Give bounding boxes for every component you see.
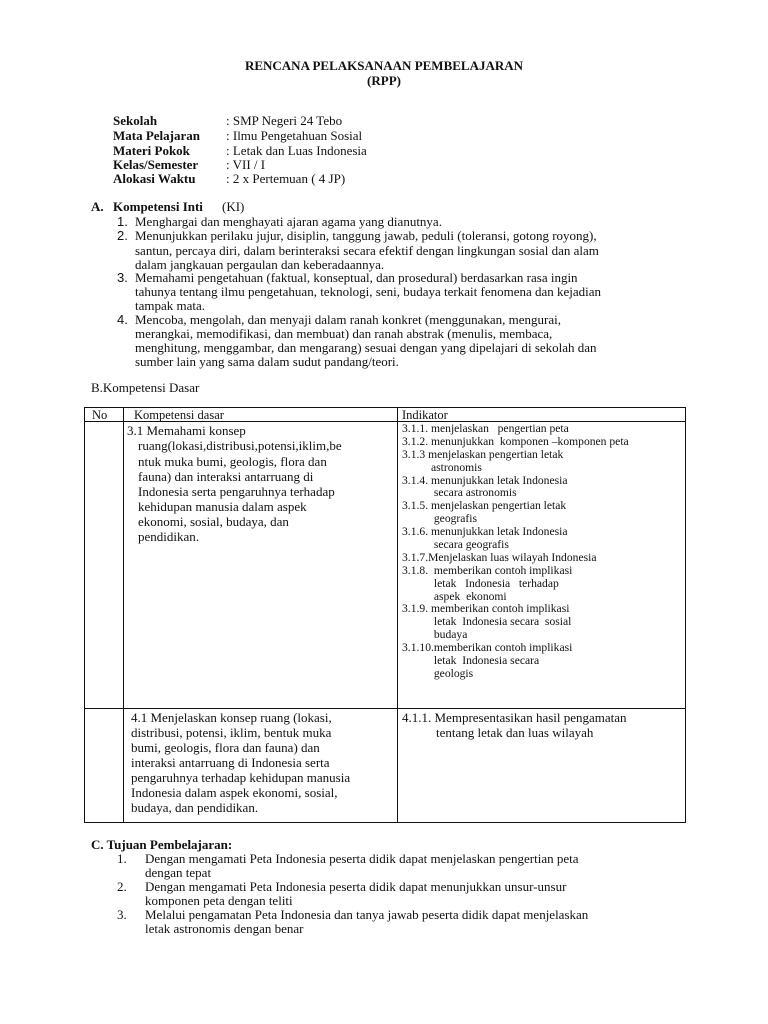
indikator-line: 3.1.4. menunjukkan letak Indonesia xyxy=(402,474,568,487)
meta-value-alokasi: : 2 x Pertemuan ( 4 JP) xyxy=(226,171,346,186)
indikator-line: 3.1.9. memberikan contoh implikasi xyxy=(402,602,570,615)
indikator-line: 4.1.1. Mempresentasikan hasil pengamatan xyxy=(402,710,627,725)
indikator-line: secara geografis xyxy=(402,538,509,551)
ki-item-number: 1. xyxy=(117,214,128,229)
ki-item-number: 2. xyxy=(117,228,128,243)
ki-item-line: tahunya tentang ilmu pengetahuan, teknologi, seni, budaya terkait fenomena dan kejadian xyxy=(135,284,602,299)
ki-letter: A. xyxy=(91,199,104,214)
meta-value-sekolah: : SMP Negeri 24 Tebo xyxy=(226,113,343,128)
kd-text: ekonomi, sosial, budaya, dan xyxy=(138,514,289,529)
tujuan-item-number: 1. xyxy=(117,851,127,866)
kd-heading: B.Kompetensi Dasar xyxy=(91,380,200,395)
tujuan-item-line: Dengan mengamati Peta Indonesia peserta didik dapat menunjukkan unsur-unsur xyxy=(145,879,567,894)
kd-text: budaya, dan pendidikan. xyxy=(131,800,259,815)
meta-label-kelas: Kelas/Semester xyxy=(113,157,199,172)
indikator-line: budaya xyxy=(402,628,468,641)
meta-label-sekolah: Sekolah xyxy=(113,113,158,128)
kd-text: 3.1 Memahami konsep xyxy=(127,423,246,438)
meta-value-kelas: : VII / I xyxy=(226,157,266,172)
indikator-line: astronomis xyxy=(402,461,482,474)
ki-item-line: Menghargai dan menghayati ajaran agama yang dianutnya. xyxy=(135,214,442,229)
indikator-line: letak Indonesia secara sosial xyxy=(402,615,572,628)
indikator-line: secara astronomis xyxy=(402,486,517,499)
kd-text: distribusi, potensi, iklim, bentuk muka xyxy=(131,725,332,740)
indikator-line: 3.1.3 menjelaskan pengertian letak xyxy=(402,448,564,461)
indikator-line: tentang letak dan luas wilayah xyxy=(436,725,594,740)
indikator-line: 3.1.6. menunjukkan letak Indonesia xyxy=(402,525,568,538)
ki-item-number: 3. xyxy=(117,270,128,285)
kd-text: fauna) dan interaksi antarruang di xyxy=(138,469,314,484)
meta-value-mapel: : Ilmu Pengetahuan Sosial xyxy=(226,128,363,143)
table-border-left xyxy=(84,407,85,823)
tujuan-item-number: 2. xyxy=(117,879,127,894)
table-column-divider xyxy=(397,407,398,823)
tujuan-heading: C. Tujuan Pembelajaran: xyxy=(91,837,233,852)
tujuan-item-line: komponen peta dengan teliti xyxy=(145,893,293,908)
indikator-line: 3.1.5. menjelaskan pengertian letak xyxy=(402,499,567,512)
kd-text: 4.1 Menjelaskan konsep ruang (lokasi, xyxy=(131,710,332,725)
ki-item-number: 4. xyxy=(117,312,128,327)
ki-item-line: merangkai, memodifikasi, dan membuat) dan ranah abstrak (menulis, membaca, xyxy=(135,326,553,341)
table-header-indikator: Indikator xyxy=(402,408,448,422)
ki-item-line: Menunjukkan perilaku jujur, disiplin, tanggung jawab, peduli (toleransi, gotong royong), xyxy=(135,228,597,243)
indikator-line: 3.1.7.Menjelaskan luas wilayah Indonesia xyxy=(402,551,597,564)
indikator-line: letak Indonesia terhadap xyxy=(402,577,559,590)
ki-item-line: Memahami pengetahuan (faktual, konseptual, dan prosedural) berdasarkan rasa ingin xyxy=(135,270,578,285)
tujuan-item-number: 3. xyxy=(117,907,127,922)
kd-text: bumi, geologis, flora dan fauna) dan xyxy=(131,740,320,755)
meta-value-materi: : Letak dan Luas Indonesia xyxy=(226,143,367,158)
tujuan-item-line: letak astronomis dengan benar xyxy=(145,921,304,936)
table-header-no: No xyxy=(92,408,108,422)
ki-item-line: santun, percaya diri, dalam berinteraksi secara efektif dengan lingkungan sosial dan alam xyxy=(135,243,599,258)
kd-text: interaksi antarruang di Indonesia serta xyxy=(131,755,330,770)
indikator-line: 3.1.1. menjelaskan pengertian peta xyxy=(402,422,569,435)
table-header-kd: Kompetensi dasar xyxy=(134,408,224,422)
table-column-divider xyxy=(123,407,124,823)
ki-item-line: menghitung, menggambar, dan mengarang) sesuai dengan yang dipelajari di sekolah dan xyxy=(135,340,597,355)
kd-text: Indonesia dalam aspek ekonomi, sosial, xyxy=(131,785,338,800)
indikator-line: aspek ekonomi xyxy=(402,590,507,603)
tujuan-item-line: Melalui pengamatan Peta Indonesia dan tanya jawab peserta didik dapat menjelaskan xyxy=(145,907,589,922)
ki-item-line: sumber lain yang sama dalam sudut pandang/teori. xyxy=(135,354,399,369)
kd-text: kehidupan manusia dalam aspek xyxy=(138,499,307,514)
indikator-line: geografis xyxy=(402,512,478,525)
document-title: RENCANA PELAKSANAAN PEMBELAJARAN xyxy=(244,58,524,73)
table-row-divider xyxy=(84,708,686,709)
tujuan-item-line: dengan tepat xyxy=(145,865,212,880)
kd-text: pengaruhnya terhadap kehidupan manusia xyxy=(131,770,351,785)
kd-text: pendidikan. xyxy=(138,529,200,544)
indikator-line: geologis xyxy=(402,667,474,680)
kd-text: ntuk muka bumi, geologis, flora dan xyxy=(138,454,327,469)
tujuan-item-line: Dengan mengamati Peta Indonesia peserta didik dapat menjelaskan pengertian peta xyxy=(145,851,579,866)
indikator-line: 3.1.2. menunjukkan komponen –komponen peta xyxy=(402,435,629,448)
kd-text: ruang(lokasi,distribusi,potensi,iklim,be xyxy=(138,438,342,453)
table-border-bottom xyxy=(84,822,686,823)
meta-label-materi: Materi Pokok xyxy=(113,143,190,158)
ki-suffix: (KI) xyxy=(222,199,245,214)
meta-label-mapel: Mata Pelajaran xyxy=(113,128,201,143)
ki-item-line: Mencoba, mengolah, dan menyaji dalam ranah konkret (menggunakan, mengurai, xyxy=(135,312,561,327)
indikator-line: letak Indonesia secara xyxy=(402,654,540,667)
indikator-line: 3.1.8. memberikan contoh implikasi xyxy=(402,564,573,577)
ki-item-line: dalam jangkauan pergaulan dan keberadaannya. xyxy=(135,257,385,272)
ki-heading: Kompetensi Inti xyxy=(113,199,203,214)
kd-text: Indonesia serta pengaruhnya terhadap xyxy=(138,484,335,499)
ki-item-line: tampak mata. xyxy=(135,298,206,313)
indikator-line: 3.1.10.memberikan contoh implikasi xyxy=(402,641,573,654)
meta-label-alokasi: Alokasi Waktu xyxy=(113,171,196,186)
document-subtitle: (RPP) xyxy=(367,73,401,88)
